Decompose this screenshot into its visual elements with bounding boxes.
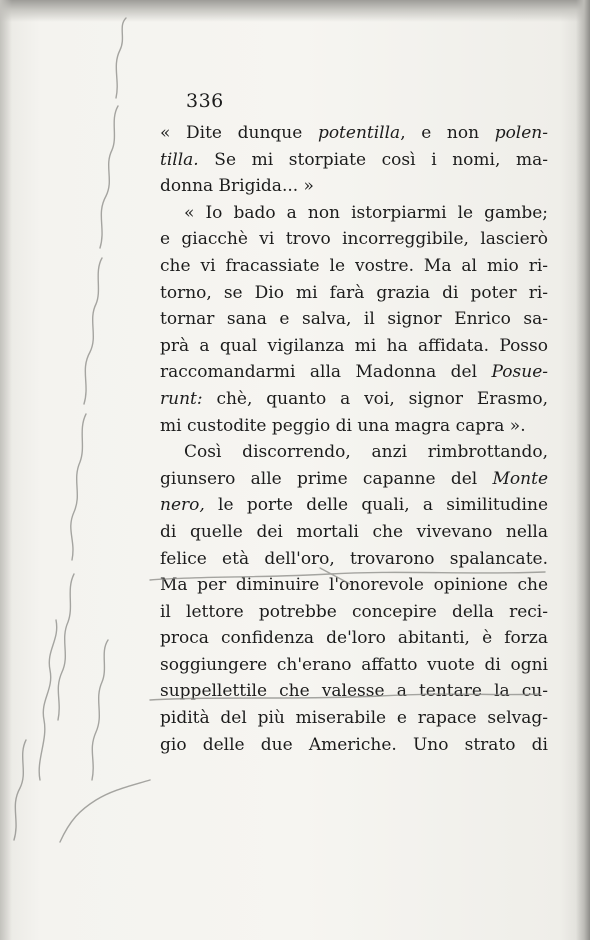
text-line — [160, 652, 548, 679]
text-line — [160, 333, 548, 360]
text-run: soggiungere ch'erano affatto vuote di ogni — [160, 654, 548, 675]
text-run: pidità del più miserabile e rapace selvag- — [160, 708, 548, 729]
text-line — [160, 625, 548, 652]
page-number: 336 — [186, 90, 224, 112]
italic-text: potentilla — [317, 123, 401, 143]
text-run: Se mi storpiate così i nomi, ma- — [198, 149, 548, 170]
text-line — [160, 280, 548, 307]
text-line — [160, 519, 548, 546]
text-line — [160, 732, 548, 759]
text-line — [160, 359, 548, 386]
text-run: prà a qual vigilanza mi ha affidata. Posso — [160, 335, 548, 356]
text-line — [160, 466, 548, 493]
italic-text: runt: — [160, 388, 203, 409]
text-run: « Dite dunque — [160, 123, 318, 143]
text-line — [160, 546, 548, 573]
italic-text: Monte — [492, 468, 548, 489]
text-run: di quelle dei mortali che vivevano nella — [160, 521, 548, 542]
italic-text: tilla. — [160, 149, 199, 170]
text-run: e giacchè vi trovo incorreggibile, lascierò — [160, 229, 548, 250]
text-run: mi custodite peggio di una magra capra ». — [160, 415, 526, 436]
text-line — [160, 599, 548, 626]
text-line — [160, 173, 548, 200]
text-run: le porte delle quali, a similitudine — [204, 495, 548, 516]
body-text — [160, 120, 548, 758]
text-run: felice età dell'oro, trovarono spalancate. — [160, 548, 548, 569]
text-run: raccomandarmi alla Madonna del — [160, 362, 492, 383]
page-top-edge — [0, 0, 590, 22]
text-run: proca confidenza de'loro abitanti, è forza — [160, 628, 548, 649]
text-run: giunsero alle prime capanne del — [160, 468, 493, 489]
text-line — [160, 705, 548, 732]
text-line — [160, 120, 548, 147]
text-line — [160, 200, 548, 227]
text-run: tornar sana e salva, il signor Enrico sa- — [160, 309, 548, 330]
text-line — [160, 678, 548, 705]
text-run: gio delle due Americhe. Uno strato di — [160, 734, 548, 755]
text-line — [160, 306, 548, 333]
italic-text: polen- — [494, 123, 548, 143]
text-run: donna Brigida... » — [160, 176, 314, 197]
text-run: chè, quanto a voi, signor Erasmo, — [202, 388, 548, 409]
text-line — [160, 253, 548, 280]
page-left-edge — [0, 0, 12, 940]
page-right-edge — [576, 0, 590, 940]
text-run: « Io bado a non istorpiarmi le gambe; — [184, 202, 548, 223]
text-line — [160, 226, 548, 253]
text-line — [160, 572, 548, 599]
text-run: che vi fracassiate le vostre. Ma al mio ri- — [160, 255, 548, 276]
text-run: Così discorrendo, anzi rimbrottando, — [184, 442, 548, 463]
text-line — [160, 147, 548, 174]
text-line — [160, 413, 548, 440]
text-line — [160, 439, 548, 466]
text-line — [160, 492, 548, 519]
text-run: Ma per diminuire l'onorevole opinione che — [160, 575, 548, 596]
italic-text: nero, — [160, 495, 205, 516]
text-run: , e non — [400, 123, 495, 143]
text-run: torno, se Dio mi farà grazia di poter ri- — [160, 282, 548, 303]
italic-text: Posue- — [491, 362, 548, 383]
text-line — [160, 386, 548, 413]
text-run: suppellettile che valesse a tentare la cu- — [160, 681, 548, 702]
text-run: il lettore potrebbe concepire della reci- — [160, 601, 548, 622]
